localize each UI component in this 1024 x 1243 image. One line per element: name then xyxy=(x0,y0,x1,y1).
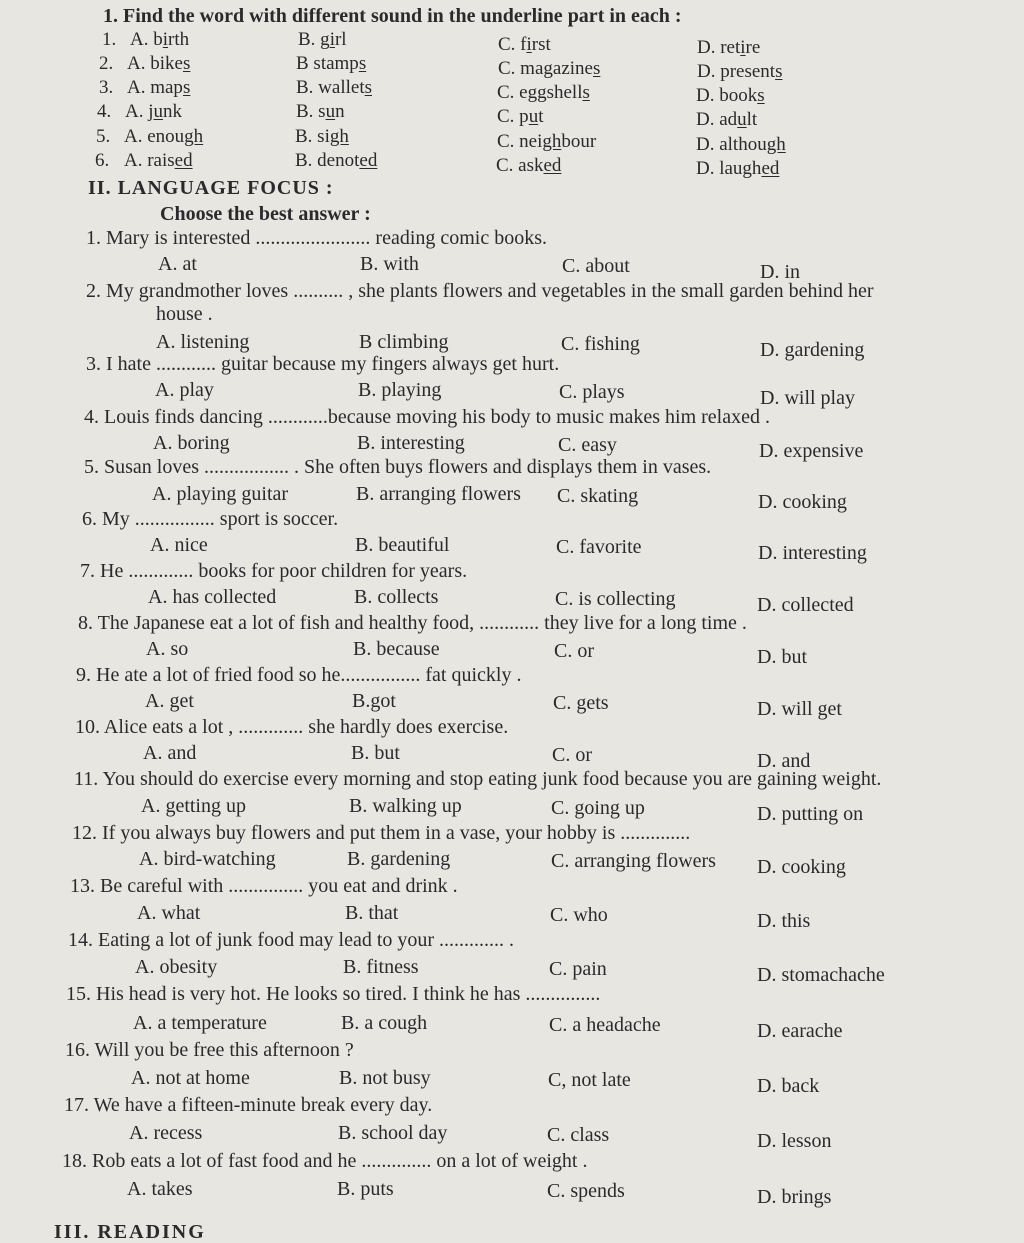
answer-option: D. brings xyxy=(757,1186,832,1208)
option-text: re xyxy=(745,37,761,58)
pronunciation-option xyxy=(124,151,193,170)
answer-option: B climbing xyxy=(359,331,449,353)
question-stem-continuation: house . xyxy=(156,303,213,325)
question-stem: 11. You should do exercise every morning and stop eating junk food because you are gaining weight. xyxy=(74,768,882,790)
question-stem: 16. Will you be free this afternoon ? xyxy=(65,1039,354,1061)
underlined-sound: s xyxy=(775,61,783,82)
option-text: C. p xyxy=(497,106,529,127)
answer-option: C. pain xyxy=(549,958,607,980)
pronunciation-option xyxy=(696,159,779,178)
pronunciation-option xyxy=(696,110,757,129)
answer-option: C. skating xyxy=(557,485,639,507)
question-stem: 4. Louis finds dancing ............because moving his body to music makes him relaxed . xyxy=(84,406,770,428)
pronunciation-option xyxy=(497,107,543,126)
answer-option: B. but xyxy=(351,742,400,764)
option-text: C. magazine xyxy=(498,58,593,79)
option-text: bour xyxy=(561,131,597,152)
question-stem: 2. My grandmother loves .......... , she plants flowers and vegetables in the small garden behind her xyxy=(86,280,874,302)
answer-option: B. playing xyxy=(358,379,442,401)
answer-option: A. and xyxy=(143,742,197,764)
answer-option: A. a temperature xyxy=(133,1012,267,1034)
option-text: B. g xyxy=(298,29,330,50)
underlined-sound: u xyxy=(153,101,163,122)
option-text: rl xyxy=(334,29,347,50)
option-text: n xyxy=(335,101,345,122)
option-text: C. ask xyxy=(496,155,544,176)
option-text: A. enou xyxy=(124,126,185,147)
answer-option: A. not at home xyxy=(131,1067,250,1089)
answer-option: A. get xyxy=(145,690,194,712)
question-stem: 12. If you always buy flowers and put them in a vase, your hobby is .............. xyxy=(72,822,691,844)
underlined-sound: s xyxy=(592,58,601,79)
pronunciation-item-number: 3. xyxy=(99,77,114,98)
underlined-sound: gh xyxy=(329,126,349,147)
underlined-sound: i xyxy=(162,29,169,50)
option-text: D. laugh xyxy=(696,158,762,179)
underlined-sound: s xyxy=(182,77,191,98)
answer-option: A. at xyxy=(158,253,197,275)
pronunciation-option xyxy=(295,127,349,146)
answer-option: C. class xyxy=(547,1124,610,1146)
option-text: A. j xyxy=(125,101,154,122)
pronunciation-option xyxy=(296,54,366,73)
pronunciation-option xyxy=(125,102,182,121)
answer-option: C. fishing xyxy=(561,333,640,355)
underlined-sound: ed xyxy=(174,150,193,171)
answer-option: A. so xyxy=(146,638,189,660)
pronunciation-option xyxy=(497,132,596,151)
answer-option: B. not busy xyxy=(339,1067,431,1089)
answer-option: A. bird-watching xyxy=(139,848,276,870)
question-stem: 6. My ................ sport is soccer. xyxy=(82,508,339,530)
answer-option: A. listening xyxy=(156,331,250,353)
underlined-sound: gh xyxy=(766,134,786,155)
option-text: C. eggshell xyxy=(497,82,583,103)
answer-option: B. fitness xyxy=(343,956,419,978)
answer-option: B. a cough xyxy=(341,1012,428,1034)
answer-option: D. back xyxy=(757,1075,820,1097)
answer-option: D. cooking xyxy=(758,491,847,513)
answer-option: C. going up xyxy=(551,797,645,819)
underlined-sound: s xyxy=(364,77,373,98)
question-stem: 8. The Japanese eat a lot of fish and healthy food, ............ they live for a long time . xyxy=(78,612,747,634)
option-text: D. book xyxy=(696,85,758,106)
question-stem: 1. Mary is interested ....................... reading comic books. xyxy=(86,227,548,249)
underlined-sound: i xyxy=(329,29,335,50)
underlined-sound: gh xyxy=(184,126,204,147)
option-text: B. si xyxy=(295,126,330,147)
answer-option: C. gets xyxy=(553,692,609,714)
pronunciation-option xyxy=(127,78,190,97)
answer-option: D. collected xyxy=(757,594,854,616)
pronunciation-item-number: 1. xyxy=(102,29,117,50)
section2-subtitle: Choose the best answer : xyxy=(160,203,371,225)
section1-title: 1. Find the word with different sound in the underline part in each : xyxy=(103,5,682,27)
option-text: A. b xyxy=(130,29,163,50)
option-text: D. present xyxy=(697,61,776,82)
question-stem: 9. He ate a lot of fried food so he................ fat quickly . xyxy=(76,664,522,686)
underlined-sound: u xyxy=(325,101,336,122)
pronunciation-option xyxy=(296,102,345,121)
underlined-sound: u xyxy=(528,106,539,127)
question-stem: 18. Rob eats a lot of fast food and he .............. on a lot of weight . xyxy=(62,1150,588,1172)
answer-option: A. getting up xyxy=(141,795,246,817)
underlined-sound: i xyxy=(526,34,532,55)
answer-option: C. a headache xyxy=(549,1014,661,1036)
underlined-sound: ed xyxy=(761,158,780,179)
underlined-sound: s xyxy=(358,53,367,74)
answer-option: C. spends xyxy=(547,1180,625,1202)
answer-option: D. stomachache xyxy=(757,964,885,986)
answer-option: C. or xyxy=(554,640,594,662)
pronunciation-option xyxy=(696,135,786,154)
underlined-sound: s xyxy=(582,82,590,103)
answer-option: D. and xyxy=(757,750,811,772)
option-text: D. ret xyxy=(697,37,741,58)
answer-option: D. earache xyxy=(757,1020,843,1042)
pronunciation-option xyxy=(124,127,203,146)
answer-option: B. walking up xyxy=(349,795,462,817)
answer-option: B. puts xyxy=(337,1178,394,1200)
answer-option: D. but xyxy=(757,646,807,668)
question-stem: 10. Alice eats a lot , ............. she hardly does exercise. xyxy=(75,716,509,738)
answer-option: B. school day xyxy=(338,1122,448,1144)
option-text: B. wallet xyxy=(296,77,365,98)
answer-option: A. boring xyxy=(153,432,230,454)
answer-option: D. in xyxy=(760,261,800,283)
question-stem: 15. His head is very hot. He looks so tired. I think he has ............... xyxy=(66,983,601,1005)
answer-option: A. has collected xyxy=(148,586,277,608)
answer-option: A. obesity xyxy=(135,956,218,978)
answer-option: D. lesson xyxy=(757,1130,832,1152)
underlined-sound: s xyxy=(757,85,765,106)
question-stem: 17. We have a fifteen-minute break every day. xyxy=(64,1094,433,1116)
pronunciation-option xyxy=(697,62,783,81)
option-text: rth xyxy=(168,29,190,50)
pronunciation-option xyxy=(497,83,590,102)
answer-option: D. cooking xyxy=(757,856,846,878)
answer-option: D. expensive xyxy=(759,440,864,462)
answer-option: B. that xyxy=(345,902,399,924)
question-stem: 5. Susan loves ................. . She often buys flowers and displays them in vases. xyxy=(84,456,712,478)
answer-option: A. recess xyxy=(129,1122,203,1144)
pronunciation-option xyxy=(496,156,561,175)
answer-option: D. interesting xyxy=(758,542,867,564)
answer-option: A. playing guitar xyxy=(152,483,289,505)
underlined-sound: u xyxy=(737,109,747,130)
answer-option: B. with xyxy=(360,253,419,275)
answer-option: A. takes xyxy=(127,1178,193,1200)
answer-option: C, not late xyxy=(548,1069,631,1091)
underlined-sound: i xyxy=(740,37,746,58)
option-text: C. nei xyxy=(497,131,543,152)
answer-option: B. collects xyxy=(354,586,439,608)
answer-option: A. what xyxy=(137,902,201,924)
answer-option: B. interesting xyxy=(357,432,465,454)
pronunciation-option xyxy=(296,78,372,97)
answer-option: C. or xyxy=(552,744,592,766)
pronunciation-option xyxy=(498,35,551,54)
pronunciation-item-number: 5. xyxy=(96,126,111,147)
option-text: D. ad xyxy=(696,109,738,130)
underlined-sound: ed xyxy=(543,155,562,176)
option-text: D. althou xyxy=(696,134,767,155)
answer-option: B. beautiful xyxy=(355,534,450,556)
answer-option: D. will play xyxy=(760,387,855,409)
option-text: B. s xyxy=(296,101,326,122)
pronunciation-item-number: 6. xyxy=(95,150,110,171)
option-text: C. f xyxy=(498,34,527,55)
option-text: lt xyxy=(746,109,758,130)
answer-option: B. gardening xyxy=(347,848,451,870)
question-stem: 14. Eating a lot of junk food may lead to your ............. . xyxy=(68,929,515,951)
section3-title: III. READING xyxy=(54,1221,206,1243)
answer-option: B. arranging flowers xyxy=(356,483,521,505)
option-text: B stamp xyxy=(296,53,359,74)
question-stem: 3. I hate ............ guitar because my fingers always get hurt. xyxy=(86,353,560,375)
answer-option: C. arranging flowers xyxy=(551,850,716,872)
pronunciation-option xyxy=(697,38,760,57)
underlined-sound: s xyxy=(182,53,191,74)
answer-option: C. about xyxy=(562,255,630,277)
question-stem: 7. He ............. books for poor children for years. xyxy=(80,560,468,582)
answer-option: C. is collecting xyxy=(555,588,676,610)
underlined-sound: ed xyxy=(359,150,378,171)
option-text: A. rais xyxy=(124,150,175,171)
answer-option: D. this xyxy=(757,910,811,932)
answer-option: A. nice xyxy=(150,534,208,556)
question-stem: 13. Be careful with ............... you eat and drink . xyxy=(70,875,458,897)
answer-option: D. putting on xyxy=(757,803,864,825)
option-text: t xyxy=(538,106,544,127)
answer-option: B. because xyxy=(353,638,440,660)
answer-option: B.got xyxy=(352,690,396,712)
section2-title: II. LANGUAGE FOCUS : xyxy=(88,177,334,199)
option-text: rst xyxy=(531,34,551,55)
answer-option: C. easy xyxy=(558,434,617,456)
underlined-sound: gh xyxy=(542,131,562,152)
pronunciation-option xyxy=(696,86,765,105)
pronunciation-option xyxy=(127,54,190,73)
answer-option: C. who xyxy=(550,904,608,926)
answer-option: A. play xyxy=(155,379,214,401)
option-text: A. map xyxy=(127,77,183,98)
option-text: B. denot xyxy=(295,150,360,171)
answer-option: C. plays xyxy=(559,381,625,403)
pronunciation-option xyxy=(295,151,377,170)
pronunciation-option xyxy=(130,30,189,49)
pronunciation-item-number: 2. xyxy=(99,53,114,74)
option-text: A. bike xyxy=(127,53,183,74)
pronunciation-option xyxy=(298,30,347,49)
pronunciation-option xyxy=(498,59,600,78)
answer-option: D. will get xyxy=(757,698,842,720)
answer-option: D. gardening xyxy=(760,339,865,361)
option-text: nk xyxy=(163,101,182,122)
answer-option: C. favorite xyxy=(556,536,642,558)
pronunciation-item-number: 4. xyxy=(97,101,112,122)
